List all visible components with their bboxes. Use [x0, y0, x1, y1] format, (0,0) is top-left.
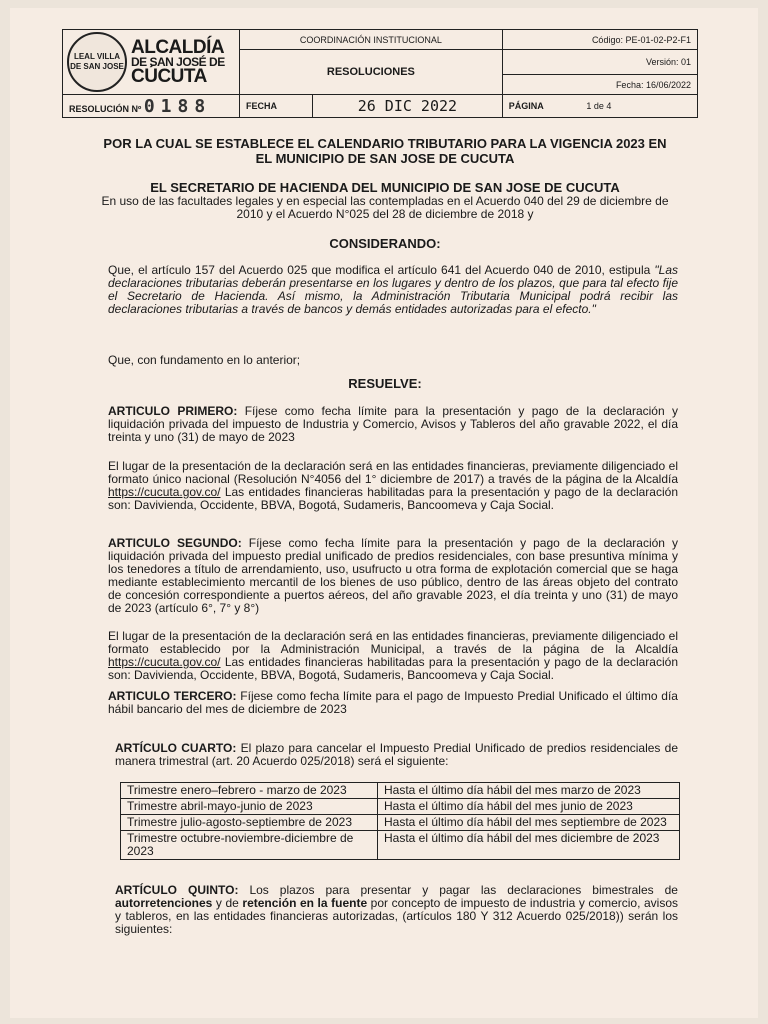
table-row — [121, 831, 680, 860]
alcaldia-link-1[interactable]: https://cucuta.gov.co/ — [108, 485, 221, 499]
consid-intro: Que, el artículo 157 del Acuerdo 025 que modifica el artículo 641 del Acuerdo 040 de 2010, estipula — [108, 263, 655, 277]
article-4-text: El plazo para cancelar el Impuesto Predial Unificado de predios residenciales de manera trimestral (art. 20 Acuerdo 025/2018) será el siguiente: — [115, 741, 678, 768]
table-cell-deadline: Hasta el último día hábil del mes septiembre de 2023 — [378, 815, 680, 831]
article-5 — [115, 884, 678, 936]
considerando-paragraph-2: Que, con fundamento en lo anterior; — [108, 353, 301, 367]
table-cell-period: Trimestre abril-mayo-junio de 2023 — [121, 799, 378, 815]
art1-p2-a: El lugar de la presentación de la declaración será en las entidades financieras, previamente diligenciado el formato único nacional (Resolución N°4056 del 1° diciembre de 2017) a través de la página de la Alcaldía — [108, 459, 678, 486]
table-row — [121, 799, 680, 815]
resolution-label: RESOLUCIÓN Nº — [69, 103, 142, 114]
logo-line-3: CÚCUTA — [131, 65, 207, 87]
article-2-paragraph-2 — [108, 630, 678, 682]
page-cell — [502, 95, 697, 118]
article-1-paragraph-2 — [108, 460, 678, 512]
page-label: PÁGINA — [508, 101, 544, 111]
article-4-label: ARTÍCULO CUARTO: — [115, 741, 237, 755]
date-label-cell: FECHA — [240, 95, 313, 118]
section-cell: RESOLUCIONES — [240, 50, 503, 95]
city-seal-icon: LEAL VILLA DE SAN JOSE — [67, 32, 127, 92]
considerando-paragraph-1 — [108, 264, 678, 316]
article-1-label: ARTICULO PRIMERO: — [108, 404, 238, 418]
document-title: POR LA CUAL SE ESTABLECE EL CALENDARIO TRIBUTARIO PARA LA VIGENCIA 2023 EN EL MUNICIPIO DE SAN JOSE DE CUCUTA — [103, 136, 667, 166]
article-5-a: Los plazos para presentar y pagar las declaraciones bimestrales de — [238, 883, 678, 897]
table-cell-period: Trimestre octubre-noviembre-diciembre de 2023 — [121, 831, 378, 860]
resuelve-heading: RESUELVE: — [348, 376, 422, 391]
article-2-label: ARTICULO SEGUNDO: — [108, 536, 242, 550]
art1-p2-b: Las entidades financieras habilitadas para la presentación y pago de la declaración son: Davivienda, Occidente, BBVA, Bogotá, Sudameris, Bancoomeva y Caja Social. — [108, 485, 678, 512]
quarterly-deadlines-table — [120, 782, 680, 860]
article-3-text: Fíjese como fecha límite para el pago de Impuesto Predial Unificado el último día hábil bancario del mes de diciembre de 2023 — [108, 689, 678, 716]
logo-line-2: DE SAN JOSÉ DE — [131, 54, 225, 69]
document-header — [62, 29, 698, 118]
consid-quote: "Las declaraciones tributarias deberán presentarse en los lugares y dentro de los plazos, que para tal efecto fije el Secretario de Hacienda. Así mismo, la Administración Tributaria Municipal podrá recibir las declaraciones tributarias a través de bancos y demás entidades autorizadas para el efecto." — [108, 263, 678, 316]
version-cell: Versión: 01 — [502, 50, 697, 75]
page-value: 1 de 4 — [586, 101, 612, 111]
art2-p2-a: El lugar de la presentación de la declaración será en las entidades financieras, previamente diligenciado el formato establecido por la Administración Municipal, a través de la página de la Alcaldía — [108, 629, 678, 656]
table-cell-deadline: Hasta el último día hábil del mes diciembre de 2023 — [378, 831, 680, 860]
alcaldia-link-2[interactable]: https://cucuta.gov.co/ — [108, 655, 221, 669]
resolution-cell — [63, 95, 240, 118]
article-5-e: por concepto de impuesto de industria y comercio, avisos y tableros, en las entidades financieras autorizadas, (artículos 180 Y 312 Acuerdo 025/2018)) serán los siguientes: — [115, 896, 679, 936]
article-5-b: autorretenciones — [115, 896, 213, 910]
article-1 — [108, 405, 678, 444]
logo-line-1: ALCALDÍA — [131, 36, 225, 58]
article-5-d: retención en la fuente — [242, 896, 368, 910]
table-cell-deadline: Hasta el último día hábil del mes marzo de 2023 — [378, 783, 680, 799]
date-stamp: 26 DIC 2022 — [313, 95, 503, 118]
doc-date-cell: Fecha: 16/06/2022 — [502, 75, 697, 95]
considerando-heading: CONSIDERANDO: — [329, 236, 441, 251]
article-5-label: ARTÍCULO QUINTO: — [115, 883, 239, 897]
authority-heading: EL SECRETARIO DE HACIENDA DEL MUNICIPIO DE SAN JOSE DE CUCUTA — [150, 180, 620, 195]
article-5-c: y de — [212, 896, 243, 910]
article-2 — [108, 537, 678, 615]
table-cell-period: Trimestre enero–febrero - marzo de 2023 — [121, 783, 378, 799]
article-2-text: Fíjese como fecha límite para la presentación y pago de la declaración y liquidación privada del impuesto predial unificado de predios residenciales, con base presuntiva mínima y los tenedores a título de arrendamiento, uso, usufructo u otra forma de explotación comercial que se haga mediante establecimiento mercantil de los bienes de uso público, dentro de las áreas objeto del contrato de concesión correspondiente a puertos aéreos, del año gravable 2023, el día treinta y uno (31) de mayo de 2023 (artículo 6°, 7° y 8°) — [108, 536, 678, 615]
article-4 — [115, 742, 678, 768]
article-3 — [108, 690, 678, 716]
logo-text — [131, 36, 225, 87]
authority-subtitle: En uso de las facultades legales y en especial las contempladas en el Acuerdo 040 del 29 de diciembre de 2010 y el Acuerdo N°025 del 28 de diciembre de 2018 y — [101, 194, 669, 221]
logo-cell — [63, 30, 240, 95]
article-3-label: ARTICULO TERCERO: — [108, 689, 237, 703]
code-cell: Código: PE-01-02-P2-F1 — [502, 30, 697, 50]
resolution-number: 0188 — [143, 95, 212, 117]
table-row — [121, 783, 680, 799]
table-row — [121, 815, 680, 831]
article-1-text: Fíjese como fecha límite para la presentación y pago de la declaración y liquidación privada del impuesto de Industria y Comercio, Avisos y Tableros del año gravable 2022, el día treinta y uno (31) de mayo de 2023 — [108, 404, 678, 444]
table-cell-period: Trimestre julio-agosto-septiembre de 2023 — [121, 815, 378, 831]
table-cell-deadline: Hasta el último día hábil del mes junio de 2023 — [378, 799, 680, 815]
coordination-cell: COORDINACIÓN INSTITUCIONAL — [240, 30, 503, 50]
art2-p2-b: Las entidades financieras habilitadas para la presentación y pago de la declaración son: Davivienda, Occidente, BBVA, Bogotá, Sudameris, Bancoomeva y Caja Social. — [108, 655, 678, 682]
